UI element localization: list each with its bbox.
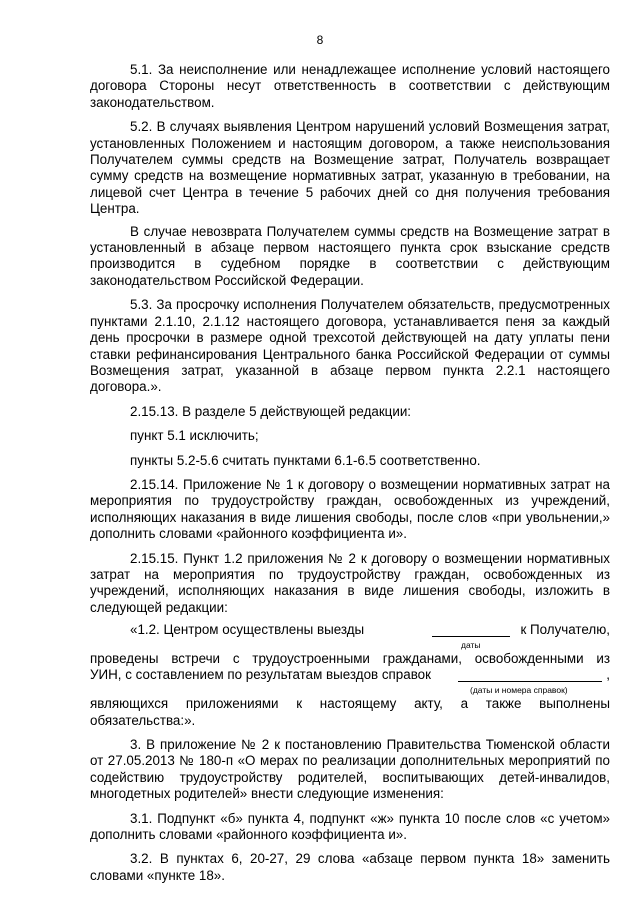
form-certificates-text: УИН, с составлением по результатам выездов справок [90,667,431,683]
paragraph-renumber: пункты 5.2-5.6 считать пунктами 6.1-6.5 соответственно. [130,452,481,468]
paragraph-3-1: 3.1. Подпункт «б» пункта 4, подпункт «ж» пункта 10 после слов «с учетом» дополнить словами «районного коэффициента и». [90,810,610,843]
form-line-visits [90,622,610,638]
paragraph-3: 3. В приложение № 2 к постановлению Правительства Тюменской области от 27.05.2013 № 180-п «О мерах по реализации дополнительных мероприятий по содействию трудоустройству родителей, воспитывающих детей-инвалидов, многодетных родителей» внести следующие изменения: [90,737,610,802]
form-caption-certificates: (даты и номера справок) [470,685,568,696]
paragraph-2-15-14: 2.15.14. Приложение № 1 к договору о возмещении нормативных затрат на мероприятия по трудоустройству граждан, освобожденных из учреждений, исполняющих наказания в виде лишения свободы, после слов «при увольнении,» дополнить словами «районного коэффициента и». [90,476,610,542]
form-recipient-text: к Получателю, [520,622,610,638]
paragraph-non-return: В случае невозврата Получателем суммы средств на Возмещение затрат в установленный в абзаце первом настоящего пункта срок взыскание средств производится в судебном порядке в соответствии с действующим законодательством Российской Федерации. [90,223,610,288]
paragraph-5-3: 5.3. За просрочку исполнения Получателем обязательств, предусмотренных пунктами 2.1.10, 2.1.12 настоящего договора, устанавливается пеня за каждый день просрочки в размере одной трехсотой действующей на дату уплаты пени ставки рефинансирования Центрального банка Российской Федерации от суммы Возмещения затрат, указанной в абзаце первом пункта 2.2.1 настоящего договора.». [90,297,610,395]
form-caption-dates-row [90,638,610,651]
form-meetings-text: проведены встречи с трудоустроенными гражданами, освобожденными из [90,651,610,667]
form-line-meetings [90,651,610,667]
paragraph-5-1: 5.1. За неисполнение или ненадлежащее исполнение условий настоящего договора Стороны несут ответственность в соответствии с действующим законодательством. [90,62,610,110]
paragraph-2-15-13: 2.15.13. В разделе 5 действующей редакции: [130,403,412,419]
paragraph-3-2: 3.2. В пунктах 6, 20-27, 29 слова «абзаце первом пункта 18» заменить словами «пункте 18». [90,851,610,883]
form-visits-text: «1.2. Центром осуществлены выезды [130,622,365,638]
form-certificates-blank [458,681,602,682]
form-line-certificates [90,667,610,683]
form-obligations-text: являющихся приложениями к настоящему акту, а также выполнены обязательства:». [90,696,610,728]
paragraph-clause-exclude: пункт 5.1 исключить; [130,428,259,444]
form-caption-certificates-row [90,683,610,696]
form-dates-blank [432,636,510,637]
paragraph-2-15-15: 2.15.15. Пункт 1.2 приложения № 2 к договору о возмещении нормативных затрат на мероприятия по трудоустройству граждан, освобожденных из учреждений, исполняющих наказания в виде лишения свободы, изложить в следующей редакции: [90,550,610,615]
paragraph-5-2: 5.2. В случаях выявления Центром нарушений условий Возмещения затрат, установленных Положением и настоящим договором, а также неиспользования Получателем суммы средств на Возмещение затрат, Получатель возвращает сумму средств на возмещение нормативных затрат, указанную в требовании, на лицевой счет Центра в течение 5 рабочих дней со дня получения требования Центра. [90,119,610,217]
form-certificates-comma: , [606,667,610,683]
form-caption-dates: даты [461,640,481,651]
page-number: 8 [316,33,324,47]
document-body [90,62,610,892]
